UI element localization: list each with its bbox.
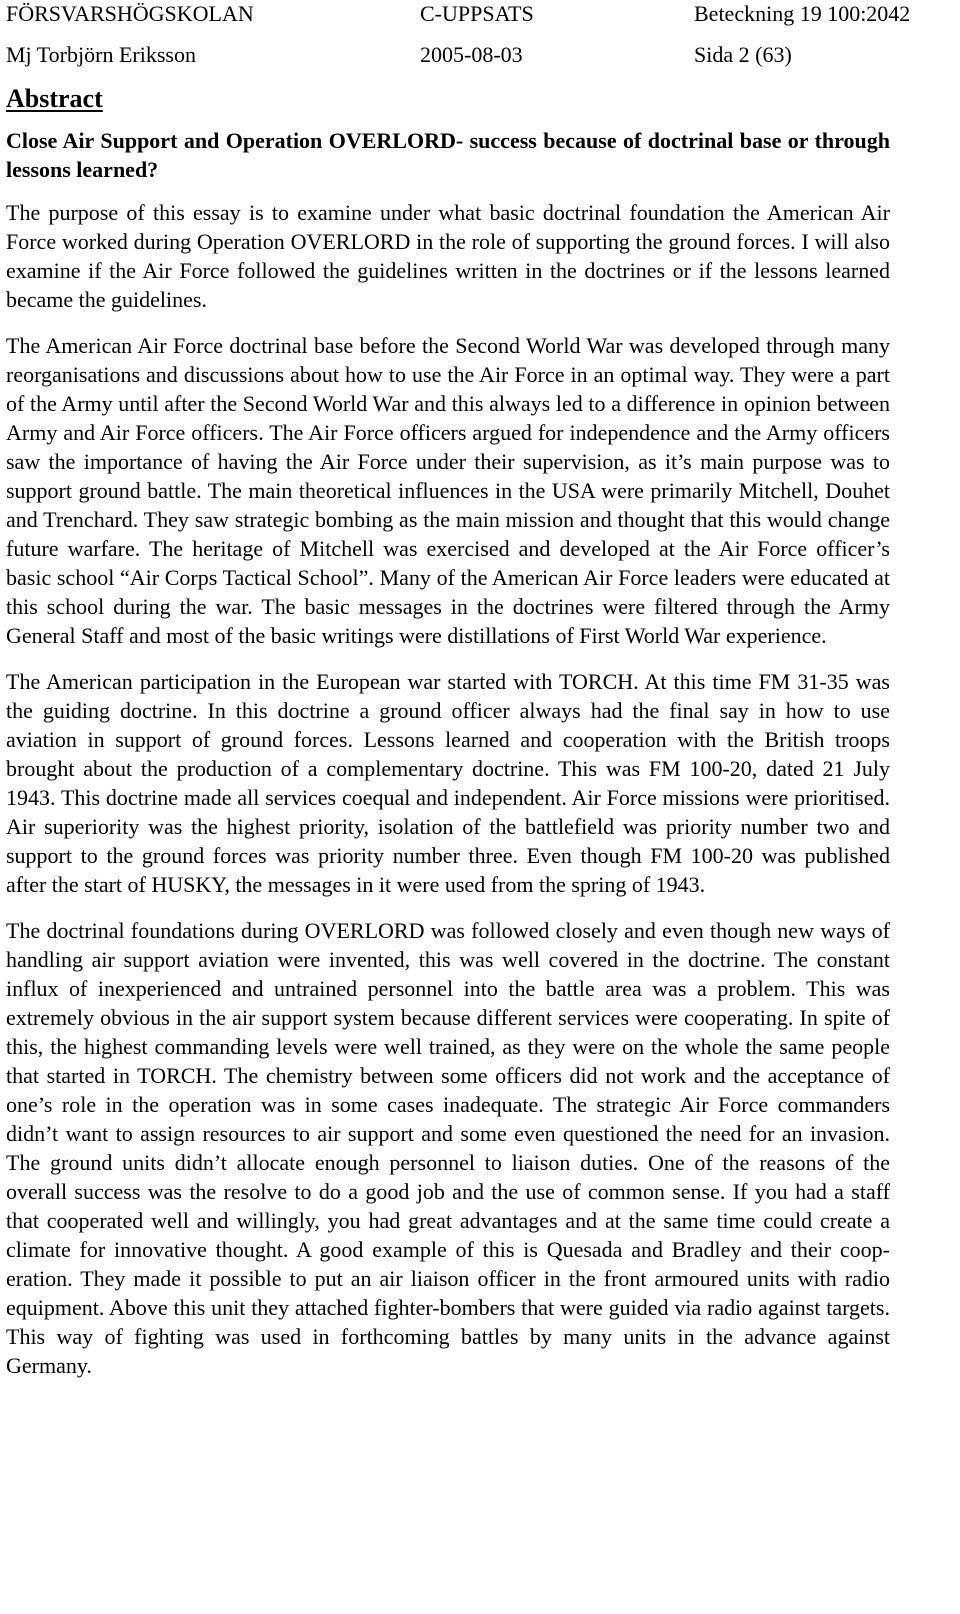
header-designation: Beteckning 19 100:2042 [694,1,911,26]
header-institution: FÖRSVARSHÖGSKOLAN [6,1,254,26]
essay-title: Close Air Support and Operation OVERLORD- success because of doctrinal base or through lessons learned? [6,128,890,182]
abstract-paragraph-4: The doctrinal foundations during OVERLORD was followed closely and even though new ways of handling air support aviation were invented, this was well covered in the doctrine. The constant influx of inexperienced and untrained personnel into the battle area was a problem. This was extremely obvious in the air support system because different services were cooperating. In spite of this, the highest commanding levels were well trained, as they were on the whole the same people that started in TORCH. The chemistry between some officers did not work and the acceptance of one’s role in the operation was in some cases inadequate. The strategic Air Force commanders didn’t want to assign resources to air support and some even questioned the need for an invasion. The ground units didn’t allocate enough personnel to liaison duties. One of the reasons of the overall success was the resolve to do a good job and the use of common sense. If you had a staff that cooperated well and willingly, you had great advantages and at the same time could create a climate for innovative thought. A good example of this is Quesada and Bradley and their cooperation. They made it possible to put an air liaison officer in the front armoured units with radio equipment. Above this unit they attached fighter-bombers that were guided via radio against targets. This way of fighting was used in forthcoming battles by many units in the advance against Germany. [6,918,890,1378]
abstract-heading: Abstract [6,84,103,113]
header-row-top [6,0,911,28]
abstract-paragraph-3: The American participation in the European war started with TORCH. At this time FM 31-35 was the guiding doctrine. In this doctrine a ground officer always had the final say in how to use aviation in support of ground forces. Lessons learned and cooperation with the British troops brought about the production of a complementary doctrine. This was FM 100-20, dated 21 July 1943. This doctrine made all services coequal and independent. Air Force missions were prioritised. Air superiority was the highest priority, isolation of the battlefield was priority number two and support to the ground forces was priority number three. Even though FM 100-20 was published after the start of HUSKY, the messages in it were used from the spring of 1943. [6,669,890,897]
header-row-bottom [6,41,890,69]
header-page-number: Sida 2 (63) [694,42,792,67]
header-date: 2005-08-03 [420,42,523,67]
header-author: Mj Torbjörn Eriksson [6,42,196,67]
header-doc-type: C-UPPSATS [420,1,534,26]
abstract-paragraph-1: The purpose of this essay is to examine under what basic doctrinal foundation the American Air Force worked during Operation OVERLORD in the role of supporting the ground forces. I will also examine if the Air Force followed the guidelines written in the doctrines or if the lessons learned became the guidelines. [6,200,890,312]
abstract-paragraph-2: The American Air Force doctrinal base before the Second World War was developed through many reorganisations and discussions about how to use the Air Force in an optimal way. They were a part of the Army until after the Second World War and this always led to a difference in opinion between Army and Air Force officers. The Air Force officers argued for independence and the Army officers saw the importance of having the Air Force under their supervision, as it’s main purpose was to support ground battle. The main theoretical influences in the USA were primarily Mitchell, Douhet and Trenchard. They saw strategic bombing as the main mission and thought that this would change future warfare. The heritage of Mitchell was exercised and developed at the Air Force officer’s basic school “Air Corps Tactical School”. Many of the American Air Force leaders were educated at this school during the war. The basic messages in the doctrines were filtered through the Army General Staff and most of the basic writings were distillations of First World War experience. [6,333,890,648]
